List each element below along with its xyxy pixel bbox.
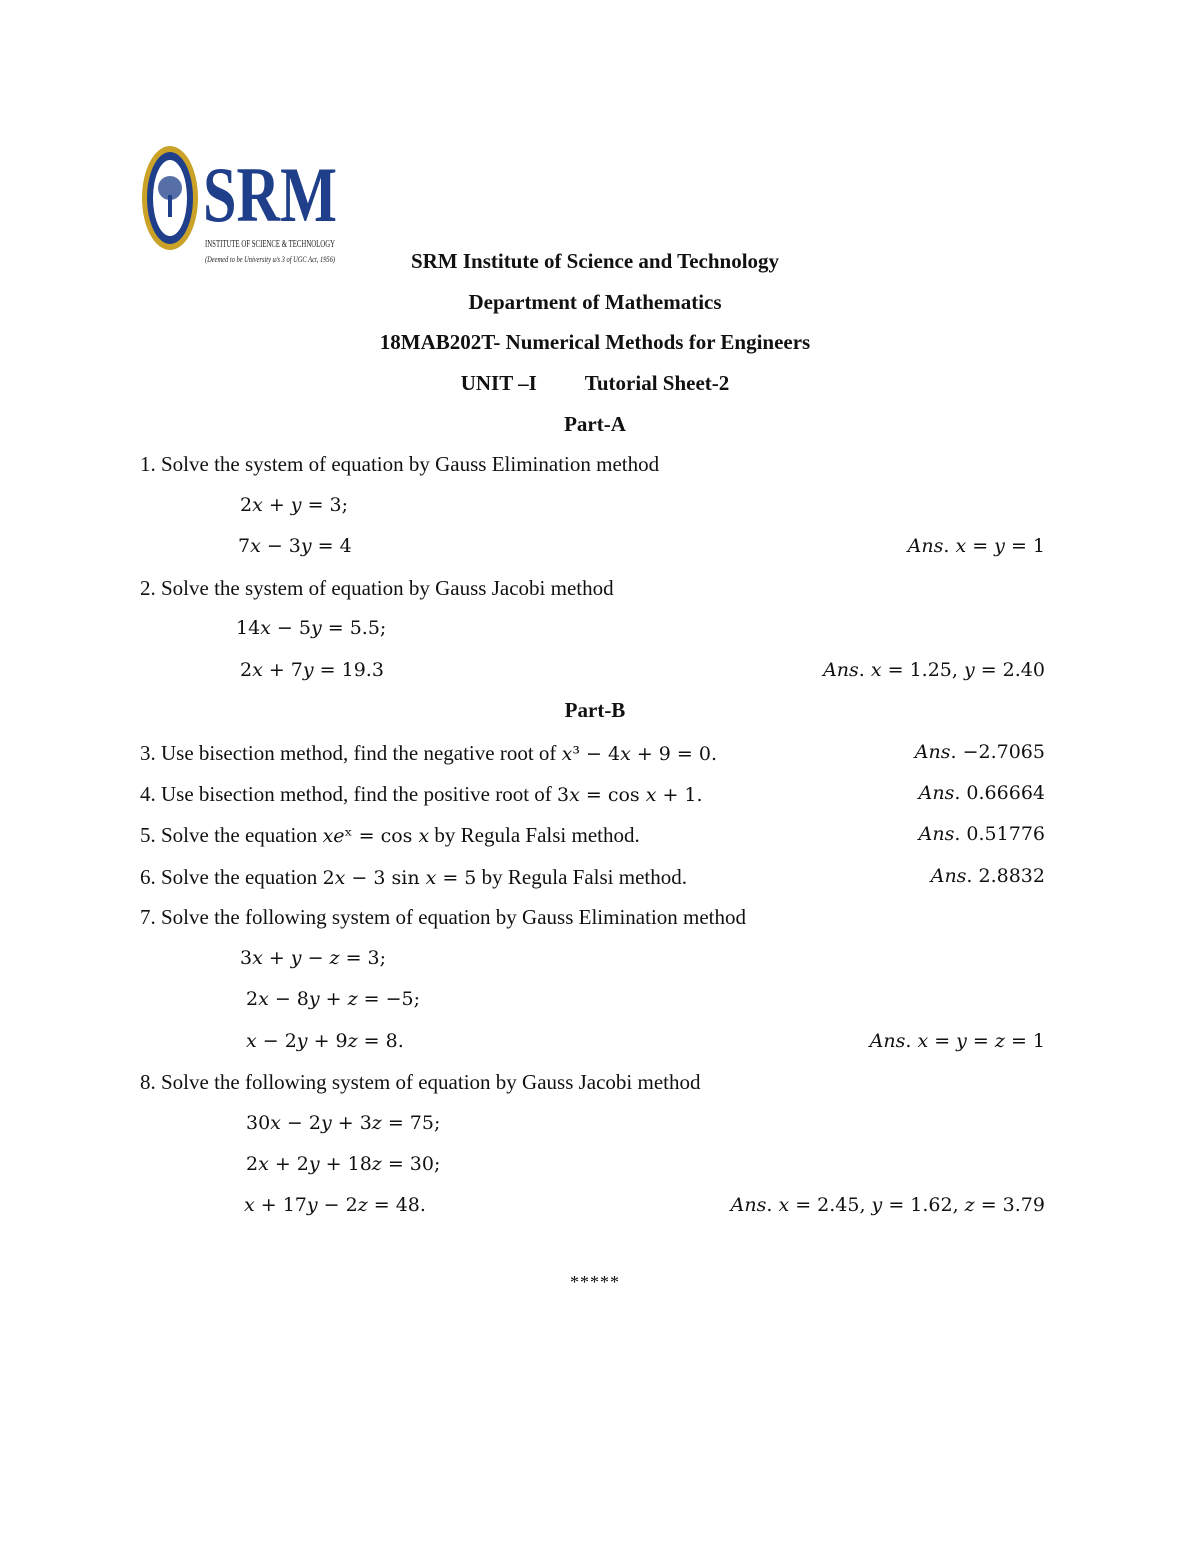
q3-answer: 𝐴𝑛𝑠. −2.7065: [914, 741, 1045, 763]
q3-text: 3. Use bisection method, find the negative root of: [140, 741, 562, 765]
q6-math: 2𝑥 − 3 sin 𝑥 = 5: [322, 867, 477, 889]
question-4: [140, 782, 703, 807]
q5-text-post: by Regula Falsi method.: [429, 823, 640, 847]
q1-equation-1: 2𝑥 + 𝑦 = 3;: [240, 494, 349, 516]
department-name: Department of Mathematics: [468, 290, 722, 314]
logo-subtitle: INSTITUTE OF SCIENCE & TECHNOLOGY: [205, 239, 335, 250]
q7-equation-1: 3𝑥 + 𝑦 − 𝑧 = 3;: [240, 947, 387, 969]
question-7: 7. Solve the following system of equation by Gauss Elimination method: [140, 905, 747, 929]
logo-brand: SRM: [203, 151, 337, 238]
q4-text: 4. Use bisection method, find the positive root of: [140, 782, 558, 806]
unit-label: UNIT –I: [460, 371, 537, 395]
q4-math: 3𝑥 = cos 𝑥 + 1.: [557, 784, 703, 806]
q7-answer: 𝐴𝑛𝑠. 𝑥 = 𝑦 = 𝑧 = 1: [869, 1030, 1045, 1052]
q5-text: 5. Solve the equation: [140, 823, 323, 847]
q2-answer: 𝐴𝑛𝑠. 𝑥 = 1.25, 𝑦 = 2.40: [823, 659, 1045, 681]
q4-answer: 𝐴𝑛𝑠. 0.66664: [918, 782, 1045, 804]
part-b-title: Part-B: [564, 698, 626, 722]
q8-answer: 𝐴𝑛𝑠. 𝑥 = 2.45, 𝑦 = 1.62, 𝑧 = 3.79: [730, 1194, 1045, 1216]
q2-equation-2: 2𝑥 + 7𝑦 = 19.3: [240, 659, 384, 681]
question-2: 2. Solve the system of equation by Gauss Jacobi method: [140, 576, 614, 600]
q8-equation-3: 𝑥 + 17𝑦 − 2𝑧 = 48.: [244, 1194, 426, 1216]
question-3: [140, 741, 717, 766]
question-1: 1. Solve the system of equation by Gauss Elimination method: [140, 452, 660, 476]
sheet-label: Tutorial Sheet-2: [584, 371, 730, 395]
unit-heading: [0, 371, 1190, 396]
course-title: 18MAB202T- Numerical Methods for Engineers: [379, 330, 811, 354]
institute-name: SRM Institute of Science and Technology: [410, 249, 780, 273]
question-5: [140, 823, 640, 848]
q3-math: 𝑥³ − 4𝑥 + 9 = 0.: [561, 743, 718, 765]
q2-equation-1: 14𝑥 − 5𝑦 = 5.5;: [236, 617, 387, 639]
q6-text-post: by Regula Falsi method.: [476, 865, 687, 889]
tree-seal-icon: [142, 146, 198, 250]
q5-math: 𝑥𝑒ˣ = cos 𝑥: [322, 825, 430, 847]
q1-answer: 𝐴𝑛𝑠. 𝑥 = 𝑦 = 1: [907, 535, 1045, 557]
end-stars: *****: [570, 1272, 620, 1292]
logo-note: (Deemed to be University u/s 3 of UGC Act, 1956): [205, 255, 336, 264]
q1-equation-2: 7𝑥 − 3𝑦 = 4: [238, 535, 352, 557]
q8-equation-1: 30𝑥 − 2𝑦 + 3𝑧 = 75;: [246, 1112, 441, 1134]
question-6: [140, 865, 687, 890]
question-8: 8. Solve the following system of equation by Gauss Jacobi method: [140, 1070, 701, 1094]
q6-text: 6. Solve the equation: [140, 865, 323, 889]
q6-answer: 𝐴𝑛𝑠. 2.8832: [930, 865, 1045, 887]
q8-equation-2: 2𝑥 + 2𝑦 + 18𝑧 = 30;: [246, 1153, 441, 1175]
q5-answer: 𝐴𝑛𝑠. 0.51776: [918, 823, 1045, 845]
q7-equation-2: 2𝑥 − 8𝑦 + 𝑧 = −5;: [246, 988, 421, 1010]
q7-equation-3: 𝑥 − 2𝑦 + 9𝑧 = 8.: [246, 1030, 404, 1052]
part-a-title: Part-A: [564, 412, 626, 436]
